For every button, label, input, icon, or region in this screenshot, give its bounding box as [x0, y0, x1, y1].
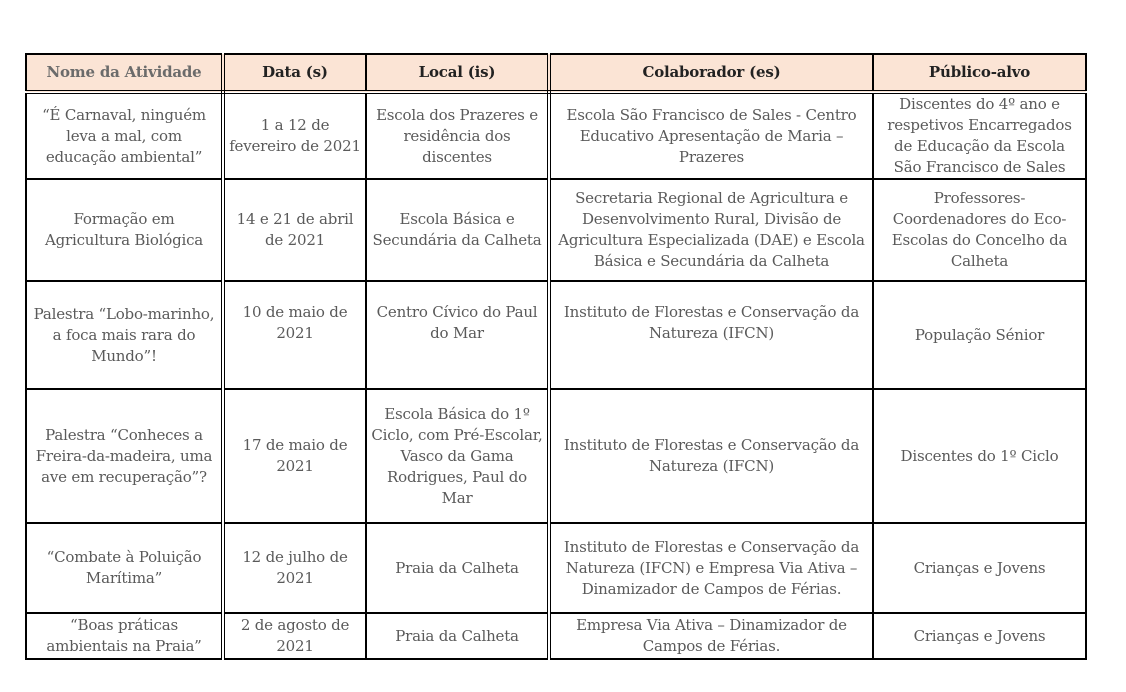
cell-date: 12 de julho de 2021	[223, 523, 366, 613]
cell-target-audience: Discentes do 4º ano e respetivos Encarregados de Educação da Escola São Francisco de Sales	[873, 92, 1086, 179]
table-row	[26, 179, 1086, 281]
cell-collaborator: Instituto de Florestas e Conservação da Natureza (IFCN)	[549, 389, 873, 523]
header-activity-name: Nome da Atividade	[26, 54, 223, 92]
table-row	[26, 523, 1086, 613]
cell-date: 10 de maio de 2021	[223, 281, 366, 389]
cell-collaborator: Secretaria Regional de Agricultura e Desenvolvimento Rural, Divisão de Agricultura Especializada (DAE) e Escola Básica e Secundária da Calheta	[549, 179, 873, 281]
cell-activity-name: “É Carnaval, ninguém leva a mal, com educação ambiental”	[26, 92, 223, 179]
cell-location: Escola dos Prazeres e residência dos discentes	[366, 92, 549, 179]
cell-activity-name: Palestra “Lobo-marinho, a foca mais rara do Mundo”!	[26, 281, 223, 389]
cell-date: 14 e 21 de abril de 2021	[223, 179, 366, 281]
table-row	[26, 389, 1086, 523]
cell-collaborator: Instituto de Florestas e Conservação da Natureza (IFCN)	[549, 281, 873, 389]
header-row	[26, 54, 1086, 92]
activities-table	[25, 53, 1087, 660]
cell-location: Escola Básica do 1º Ciclo, com Pré-Escolar, Vasco da Gama Rodrigues, Paul do Mar	[366, 389, 549, 523]
table-row	[26, 92, 1086, 179]
cell-location: Escola Básica e Secundária da Calheta	[366, 179, 549, 281]
cell-activity-name: Palestra “Conheces a Freira-da-madeira, uma ave em recuperação”?	[26, 389, 223, 523]
cell-target-audience: Crianças e Jovens	[873, 613, 1086, 659]
header-location: Local (is)	[366, 54, 549, 92]
header-collaborator: Colaborador (es)	[549, 54, 873, 92]
cell-location: Praia da Calheta	[366, 523, 549, 613]
cell-activity-name: Formação em Agricultura Biológica	[26, 179, 223, 281]
cell-location: Praia da Calheta	[366, 613, 549, 659]
table-row	[26, 281, 1086, 389]
cell-collaborator: Empresa Via Ativa – Dinamizador de Campos de Férias.	[549, 613, 873, 659]
cell-activity-name: “Boas práticas ambientais na Praia”	[26, 613, 223, 659]
cell-location: Centro Cívico do Paul do Mar	[366, 281, 549, 389]
cell-target-audience: Professores-Coordenadores do Eco-Escolas do Concelho da Calheta	[873, 179, 1086, 281]
cell-target-audience: Crianças e Jovens	[873, 523, 1086, 613]
header-date: Data (s)	[223, 54, 366, 92]
table-row	[26, 613, 1086, 659]
cell-activity-name: “Combate à Poluição Marítima”	[26, 523, 223, 613]
cell-date: 1 a 12 de fevereiro de 2021	[223, 92, 366, 179]
header-target-audience: Público-alvo	[873, 54, 1086, 92]
cell-date: 17 de maio de 2021	[223, 389, 366, 523]
cell-target-audience: População Sénior	[873, 281, 1086, 389]
cell-target-audience: Discentes do 1º Ciclo	[873, 389, 1086, 523]
cell-date: 2 de agosto de 2021	[223, 613, 366, 659]
cell-collaborator: Instituto de Florestas e Conservação da Natureza (IFCN) e Empresa Via Ativa – Dinamizador de Campos de Férias.	[549, 523, 873, 613]
cell-collaborator: Escola São Francisco de Sales - Centro Educativo Apresentação de Maria – Prazeres	[549, 92, 873, 179]
